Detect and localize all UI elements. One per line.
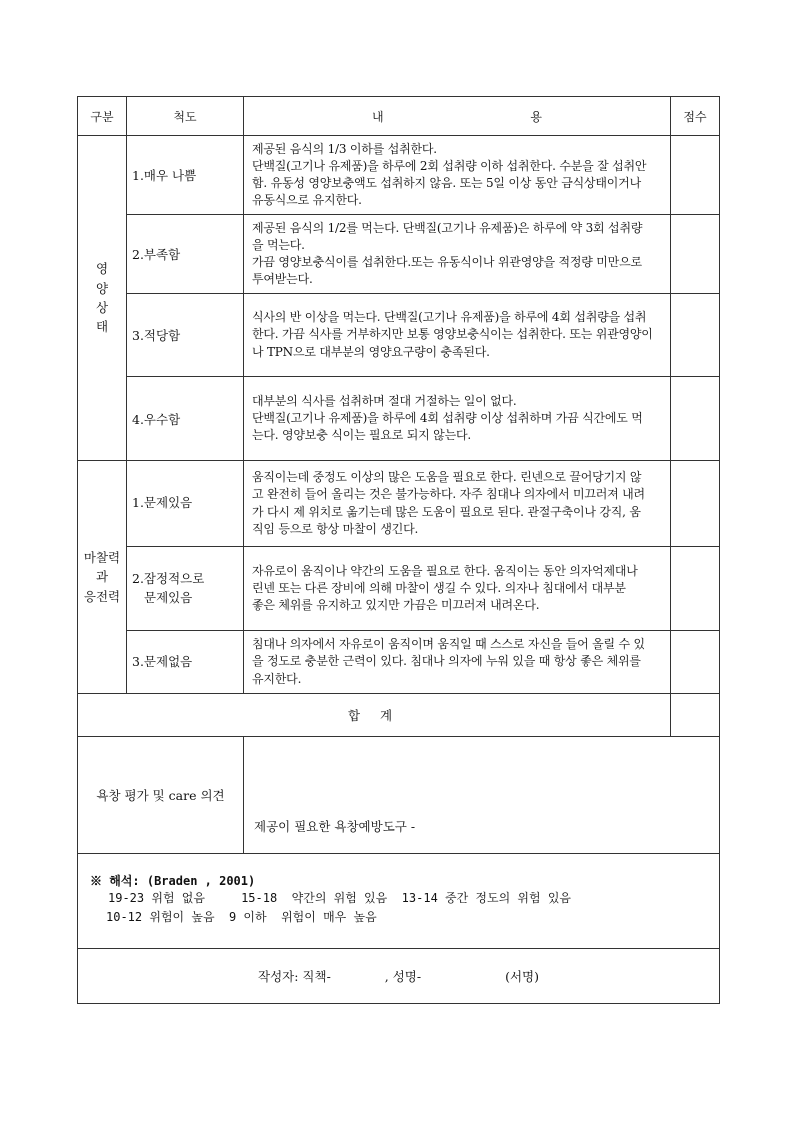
pressure-tool-label: 제공이 필요한 욕창예방도구 -: [254, 819, 416, 834]
opinion-label: 욕창 평가 및 care 의견: [78, 737, 244, 854]
friction-level-label: [127, 631, 244, 694]
friction-level-description: [244, 631, 671, 694]
description-line: 유동식으로 유지한다.: [252, 193, 362, 208]
nutrition-level-label: 1.매우 나쁨: [127, 136, 244, 215]
score-cell[interactable]: [671, 631, 720, 694]
friction-level-label: [127, 461, 244, 547]
interpretation-title: ※ 해석: (Braden , 2001): [90, 874, 256, 888]
description-line: 단백질(고기나 유제품)을 하루에 4회 섭취량 이상 섭취하며 가끔 식간에도 먹: [252, 410, 643, 425]
header-category: 구분: [78, 97, 127, 136]
label-line: 문제있음: [144, 589, 193, 605]
description-line: 직임 등으로 항상 마찰이 생긴다.: [252, 521, 419, 536]
description-line: 가끔 영양보충식이를 섭취한다.또는 유동식이나 위관영양을 적정량 미만으로: [252, 255, 642, 269]
description-line: 고 완전히 들어 올리는 것은 불가능하다. 자주 침대나 의자에서 미끄러져 내려: [252, 487, 645, 502]
header-score: 점수: [671, 97, 720, 136]
total-row: [78, 694, 720, 737]
nutrition-level-label: 4.우수함: [127, 377, 244, 461]
description-line: 을 먹는다.: [252, 237, 305, 252]
interpretation-row: [78, 854, 720, 949]
header-row: [78, 97, 720, 136]
header-content-right: 용: [530, 109, 542, 124]
score-cell[interactable]: [671, 377, 720, 461]
score-cell[interactable]: [671, 215, 720, 294]
nutrition-category-char: 태: [95, 319, 109, 335]
friction-category-line: 마찰력: [83, 549, 121, 565]
score-cell[interactable]: [671, 294, 720, 377]
interpretation-line: 10-12 위험이 높음 9 이하 위험이 매우 높음: [106, 909, 377, 924]
score-cell[interactable]: [671, 136, 720, 215]
label-line: 1.문제있음: [132, 495, 193, 511]
score-cell[interactable]: [671, 461, 720, 547]
description-line: 나 TPN으로 대부분의 영양요구량이 충족된다.: [252, 344, 490, 359]
nutrition-level-description: [244, 294, 671, 377]
interpretation-line: 19-23 위험 없음 15-18 약간의 위험 있음 13-14 중간 정도의 위험 있음: [108, 891, 572, 905]
nutrition-row-2: [78, 215, 720, 294]
description-line: 식사의 반 이상을 먹는다. 단백질(고기나 유제품)을 하루에 4회 섭취량을 섭취: [252, 310, 647, 325]
nutrition-row-4: [78, 377, 720, 461]
description-line: 한다. 가끔 식사를 거부하지만 보통 영양보충식이는 섭취한다. 또는 위관영양이: [252, 327, 653, 342]
description-line: 가 다시 제 위치로 옮기는데 많은 도움이 필요로 된다. 관절구축이나 강직, 움: [252, 504, 641, 519]
nutrition-row-3: [78, 294, 720, 377]
description-line: 투여받는다.: [252, 272, 313, 287]
description-line: 좋은 체위를 유지하고 있지만 가끔은 미끄러져 내려온다.: [252, 598, 540, 613]
friction-category-line: 과: [95, 569, 109, 585]
signature-row: [78, 949, 720, 1004]
header-scale: 척도: [127, 97, 244, 136]
friction-level-description: [244, 547, 671, 631]
friction-row-1: [78, 461, 720, 547]
description-line: 움직이는데 중정도 이상의 많은 도움을 필요로 한다. 린넨으로 끌어당기지 않: [252, 470, 642, 485]
nutrition-level-description: [244, 215, 671, 294]
signature: [78, 949, 720, 1004]
nutrition-level-description: [244, 136, 671, 215]
description-line: 자유로이 움직이나 약간의 도움을 필요로 한다. 움직이는 동안 의자억제대나: [252, 563, 638, 578]
nutrition-category-char: 상: [95, 300, 109, 315]
description-line: 제공된 음식의 1/2를 먹는다. 단백질(고기나 유제품)은 하루에 약 3회 섭취량: [252, 220, 643, 235]
description-line: 는다. 영양보충 식이는 필요로 되지 않는다.: [252, 428, 471, 443]
sign-label: (서명): [505, 969, 539, 984]
braden-scale-form: [77, 96, 720, 1004]
friction-row-3: [78, 631, 720, 694]
description-line: 제공된 음식의 1/3 이하를 섭취한다.: [252, 141, 437, 156]
nutrition-level-label: 2.부족함: [127, 215, 244, 294]
opinion-row: [78, 737, 720, 854]
description-line: 대부분의 식사를 섭취하며 절대 거절하는 일이 없다.: [252, 393, 517, 408]
description-line: 단백질(고기나 유제품)을 하루에 2회 섭취량 이하 섭취한다. 수분을 잘 섭취안: [252, 158, 647, 173]
total-label: 합 계: [78, 694, 671, 737]
friction-row-2: [78, 547, 720, 631]
friction-level-description: [244, 461, 671, 547]
description-line: 유지한다.: [252, 671, 302, 686]
author-name-label: , 성명-: [384, 969, 422, 984]
nutrition-category-char: 영: [95, 261, 109, 277]
description-line: 함. 유동성 영양보충액도 섭취하지 않음. 또는 5일 이상 동안 금식상태이거나: [252, 176, 641, 190]
opinion-field[interactable]: [244, 737, 720, 854]
score-cell[interactable]: [671, 547, 720, 631]
description-line: 침대나 의자에서 자유로이 움직이며 움직일 때 스스로 자신을 들어 올릴 수 있: [252, 637, 645, 652]
friction-category: [78, 461, 127, 694]
nutrition-category: [78, 136, 127, 461]
author-position-label: 작성자: 직책-: [258, 969, 331, 984]
total-score-cell[interactable]: [671, 694, 720, 737]
description-line: 을 정도로 충분한 근력이 있다. 침대나 의자에 누워 있을 때 항상 좋은 체위를: [252, 654, 641, 669]
nutrition-category-char: 양: [95, 280, 109, 296]
description-line: 린넨 또는 다른 장비에 의해 마찰이 생길 수 있다. 의자나 침대에서 대부분: [252, 580, 626, 595]
label-line: 3.문제없음: [132, 653, 193, 669]
nutrition-level-label: 3.적당함: [127, 294, 244, 377]
friction-category-line: 응전력: [83, 588, 121, 604]
header-content-left: 내: [372, 109, 384, 124]
friction-level-label: [127, 547, 244, 631]
interpretation: [78, 854, 720, 949]
label-line: 2.잠정적으로: [132, 571, 205, 587]
nutrition-level-description: [244, 377, 671, 461]
header-content: [244, 97, 671, 136]
nutrition-row-1: [78, 136, 720, 215]
